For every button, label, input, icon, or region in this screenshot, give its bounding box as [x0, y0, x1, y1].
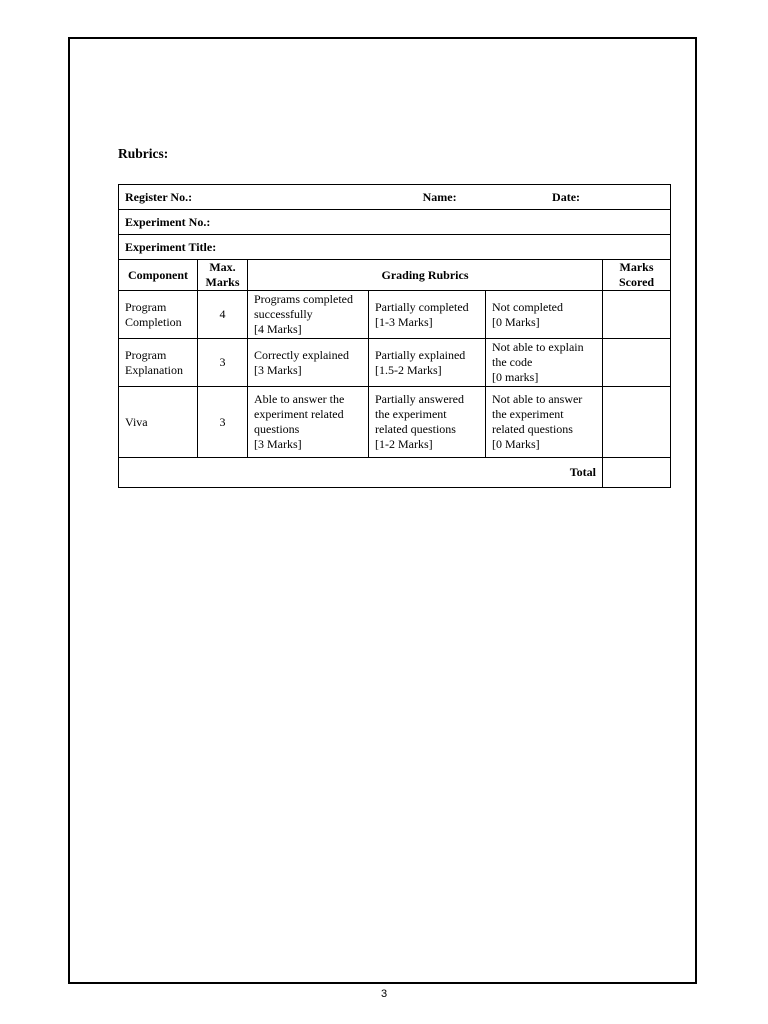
grade-line: Partially explained	[375, 347, 466, 362]
total-row	[119, 458, 671, 488]
marks-scored-cell[interactable]	[603, 339, 671, 387]
header-component: Component	[119, 260, 198, 291]
component-cell: Viva	[119, 387, 198, 458]
grade-line: experiment related	[254, 407, 344, 421]
experiment-no-label: Experiment No.:	[119, 210, 671, 235]
grade-line: [3 Marks]	[254, 437, 302, 451]
marks-scored-cell[interactable]	[603, 291, 671, 339]
grade-line: [1-3 Marks]	[375, 314, 433, 329]
component-cell	[119, 291, 198, 339]
grade-line: [3 Marks]	[254, 362, 302, 377]
table-row	[119, 291, 671, 339]
name-label: Name:	[422, 189, 457, 204]
table-row	[119, 339, 671, 387]
grade-line: Not completed	[492, 299, 563, 314]
grade-line: Not able to explain	[492, 340, 584, 354]
grade-line: Not able to answer	[492, 392, 583, 406]
grade-line: Programs completed	[254, 292, 353, 306]
grade-cell-full	[248, 339, 369, 387]
grade-line: the experiment	[492, 407, 564, 421]
component-line: Program	[125, 299, 167, 314]
grade-cell-none	[486, 387, 603, 458]
component-cell	[119, 339, 198, 387]
grade-line: questions	[254, 422, 300, 436]
grade-cell-full	[248, 291, 369, 339]
component-line: Program	[125, 347, 167, 362]
component-line: Completion	[125, 314, 182, 329]
rubric-table	[118, 184, 671, 488]
max-marks-cell: 3	[198, 387, 248, 458]
header-grading-rubrics: Grading Rubrics	[248, 260, 603, 291]
grade-line: Able to answer the	[254, 392, 345, 406]
header-max-marks-line: Marks	[205, 275, 240, 289]
header-max-marks-line: Max.	[209, 260, 236, 274]
grade-line: [1-2 Marks]	[375, 437, 433, 451]
page-number: 3	[380, 988, 388, 1000]
grade-cell-none	[486, 339, 603, 387]
max-marks-cell: 4	[198, 291, 248, 339]
grade-cell-full	[248, 387, 369, 458]
grade-line: related questions	[492, 422, 573, 436]
component-line: Explanation	[125, 362, 183, 377]
grade-line: Partially answered	[375, 392, 464, 406]
total-value-cell[interactable]	[603, 458, 671, 488]
grade-line: [1.5-2 Marks]	[375, 362, 442, 377]
grade-line: the experiment	[375, 407, 447, 421]
grade-line: successfully	[254, 307, 313, 321]
marks-scored-cell[interactable]	[603, 387, 671, 458]
register-row	[119, 185, 671, 210]
header-row	[119, 260, 671, 291]
header-marks-scored-line: Marks	[619, 260, 654, 274]
grade-line: related questions	[375, 422, 456, 436]
experiment-no-row	[119, 210, 671, 235]
total-label: Total	[119, 458, 603, 488]
date-label: Date:	[552, 189, 581, 204]
grade-line: [0 Marks]	[492, 437, 540, 451]
grade-line: Correctly explained	[254, 347, 349, 362]
header-marks-scored-line: Scored	[618, 275, 655, 289]
experiment-title-row	[119, 235, 671, 260]
grade-cell-partial	[369, 339, 486, 387]
grade-line: Partially completed	[375, 299, 469, 314]
experiment-title-label: Experiment Title:	[119, 235, 671, 260]
grade-line: [0 marks]	[492, 370, 539, 384]
rubrics-heading: Rubrics:	[118, 146, 169, 161]
grade-cell-partial	[369, 387, 486, 458]
grade-line: [4 Marks]	[254, 322, 302, 336]
table-row	[119, 387, 671, 458]
grade-cell-partial	[369, 291, 486, 339]
grade-line: [0 Marks]	[492, 314, 540, 329]
register-cell	[119, 185, 671, 210]
register-label: Register No.:	[125, 189, 193, 204]
page-border	[68, 37, 697, 984]
grade-line: the code	[492, 355, 533, 369]
header-marks-scored	[603, 260, 671, 291]
max-marks-cell: 3	[198, 339, 248, 387]
header-max-marks	[198, 260, 248, 291]
grade-cell-none	[486, 291, 603, 339]
